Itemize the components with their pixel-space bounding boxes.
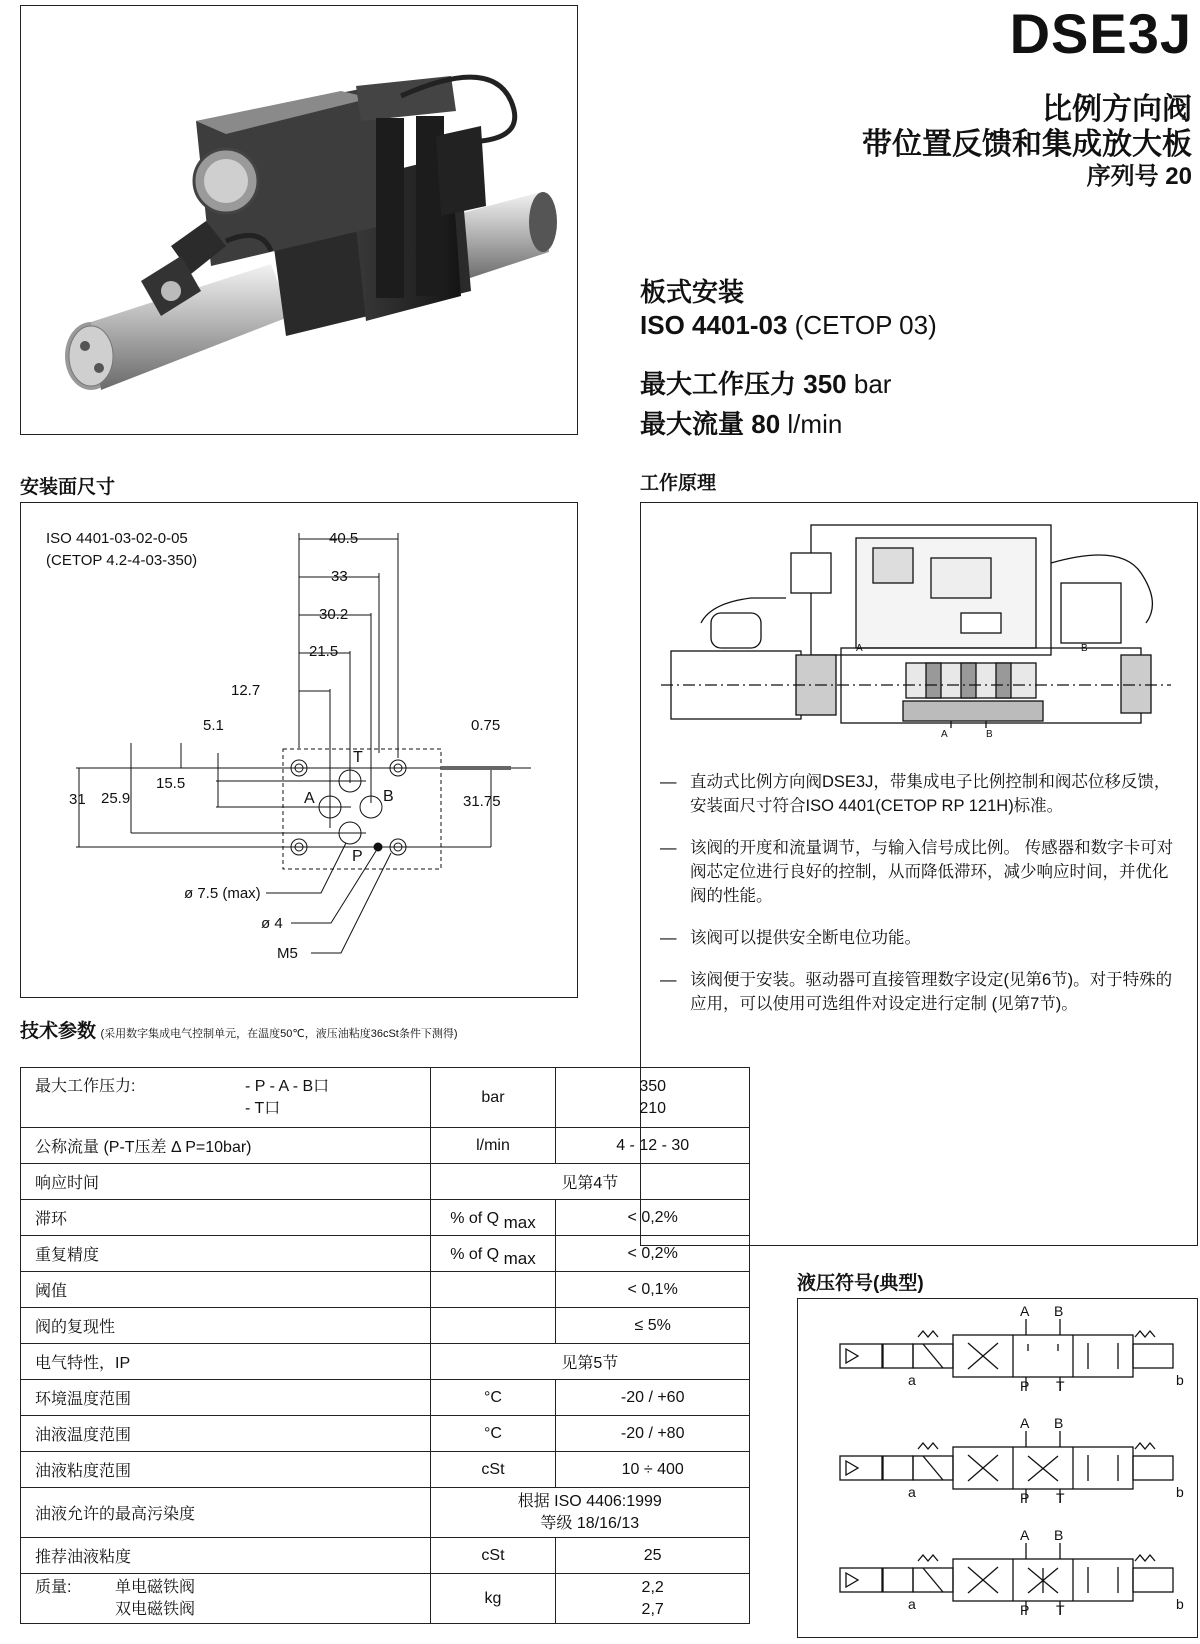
title-line-1: 比例方向阀 [1042, 93, 1192, 126]
table-cell-label: 滞环 [21, 1200, 431, 1236]
table-cell-label: 公称流量 (P-T压差 Δ P=10bar) [21, 1128, 431, 1164]
feature-text: 该阀可以提供安全断电位功能。 [690, 929, 921, 947]
symbol3-sol-a: a [908, 1596, 916, 1612]
feature-item [660, 770, 1180, 818]
max-flow [640, 404, 842, 441]
cetop-code: (CETOP 03) [794, 310, 937, 340]
row-sub-2: 双电磁铁阀 [115, 1600, 196, 1618]
table-cell-unit: °C [430, 1380, 556, 1416]
table-cell-value [430, 1488, 749, 1538]
table-row [21, 1068, 750, 1128]
section-label-a: A [856, 643, 863, 654]
product-photo-frame [20, 5, 578, 435]
mounting-surface-drawing [21, 503, 576, 996]
table-cell-unit: l/min [430, 1128, 556, 1164]
value-line-1: 350 [639, 1077, 667, 1095]
table-cell-label [21, 1068, 431, 1128]
standard-cetop: (CETOP 4.2-4-03-350) [46, 552, 198, 569]
row-label: 质量: [35, 1578, 72, 1596]
symbol3-port-a: A [1020, 1527, 1030, 1543]
table-row [21, 1236, 750, 1272]
table-cell-unit: cSt [430, 1538, 556, 1574]
table-cell-unit: bar [430, 1068, 556, 1128]
dim-40-5: 40.5 [329, 530, 359, 547]
symbol1-sol-b: b [1176, 1372, 1184, 1388]
bullet-dash: — [660, 773, 677, 791]
unit-main: % of Q [450, 1245, 500, 1263]
row-sub-2: - T口 [245, 1099, 281, 1117]
feature-text: 直动式比例方向阀DSE3J，带集成电子比例控制和阀芯位移反馈，安装面尺寸符合ISO 4401(CETOP RP 121H)标准。 [690, 773, 1171, 815]
symbol3-port-b: B [1054, 1527, 1064, 1543]
table-cell-label: 推荐油液粘度 [21, 1538, 431, 1574]
feature-text: 该阀便于安装。驱动器可直接管理数字设定(见第6节)。对于特殊的应用，可以使用可选组件对设定进行定制 (见第7节)。 [690, 971, 1173, 1013]
symbol2-port-b: B [1054, 1415, 1064, 1431]
callout-hole-4: ø 4 [261, 915, 283, 932]
standard-iso: ISO 4401-03-02-0-05 [46, 530, 188, 547]
symbol1-sol-a: a [908, 1372, 916, 1388]
feature-list [660, 770, 1180, 1034]
principle-title: 工作原理 [640, 473, 717, 494]
dim-31-75: 31.75 [463, 793, 501, 810]
table-row [21, 1272, 750, 1308]
mounting-dims-title: 安装面尺寸 [20, 477, 116, 498]
table-row [21, 1164, 750, 1200]
port-t-label: T [353, 749, 363, 766]
table-cell-value [556, 1574, 750, 1624]
row-sub-1: - P - A - B口 [245, 1077, 330, 1095]
table-cell-unit [430, 1236, 556, 1272]
table-row [21, 1574, 750, 1624]
value-line-2: 2,7 [641, 1600, 664, 1618]
series-number: 20 [1165, 163, 1192, 190]
model-title: DSE3J [1009, 2, 1192, 65]
bullet-dash: — [660, 839, 677, 857]
table-cell-label: 环境温度范围 [21, 1380, 431, 1416]
dim-31: 31 [69, 791, 86, 808]
max-flow-unit: l/min [787, 409, 843, 439]
table-row [21, 1538, 750, 1574]
value-line-2: 等级 18/16/13 [540, 1514, 640, 1532]
table-cell-label: 油液允许的最高污染度 [21, 1488, 431, 1538]
feature-item [660, 926, 1180, 950]
table-row [21, 1128, 750, 1164]
tech-note: (采用数字集成电气控制单元，在温度50℃，液压油粘度36cSt条件下测得) [100, 1028, 458, 1040]
table-row [21, 1380, 750, 1416]
table-cell-label: 阀的复现性 [21, 1308, 431, 1344]
callout-hole-max: ø 7.5 (max) [184, 885, 261, 902]
hydraulic-symbols [798, 1299, 1196, 1636]
table-cell-label: 油液温度范围 [21, 1416, 431, 1452]
symbol3-port-t: T [1056, 1602, 1065, 1618]
table-row [21, 1416, 750, 1452]
tech-spec-table [20, 1067, 750, 1624]
table-cell-value [556, 1068, 750, 1128]
symbol1-port-b: B [1054, 1303, 1064, 1319]
max-pressure [640, 364, 891, 401]
table-cell-value: 见第5节 [430, 1344, 749, 1380]
table-row [21, 1344, 750, 1380]
symbol3-port-p: P [1020, 1602, 1030, 1618]
tech-heading [20, 1021, 560, 1042]
unit-sub: max [503, 1212, 536, 1232]
value-line-2: 210 [639, 1099, 667, 1117]
dim-33: 33 [331, 568, 348, 585]
symbol2-sol-b: b [1176, 1484, 1184, 1500]
table-cell-value: 见第4节 [430, 1164, 749, 1200]
symbol2-port-a: A [1020, 1415, 1030, 1431]
symbol1-port-a: A [1020, 1303, 1030, 1319]
dim-5-1: 5.1 [203, 717, 224, 734]
max-pressure-unit: bar [853, 369, 892, 399]
table-cell-value: < 0,2% [556, 1236, 750, 1272]
valve-section-drawing [641, 503, 1196, 763]
dim-25-9: 25.9 [101, 790, 131, 807]
port-a-label: A [304, 790, 315, 807]
section-label-b: B [1081, 643, 1088, 654]
unit-sub: max [503, 1248, 536, 1268]
series-title [1087, 156, 1192, 191]
table-cell-label: 油液粘度范围 [21, 1452, 431, 1488]
table-cell-value: 25 [556, 1538, 750, 1574]
symbol1-port-t: T [1056, 1378, 1065, 1394]
port-b-label: B [383, 788, 394, 805]
iso-standard [640, 310, 937, 341]
bullet-dash: — [660, 929, 677, 947]
table-cell-value: -20 / +60 [556, 1380, 750, 1416]
value-line-1: 根据 ISO 4406:1999 [517, 1492, 662, 1510]
table-cell-value: ≤ 5% [556, 1308, 750, 1344]
valve-photo [21, 6, 576, 433]
feature-item [660, 836, 1180, 908]
dim-21-5: 21.5 [309, 643, 339, 660]
table-cell-value: -20 / +80 [556, 1416, 750, 1452]
table-cell-unit [430, 1272, 556, 1308]
table-cell-label: 响应时间 [21, 1164, 431, 1200]
table-cell-unit [430, 1200, 556, 1236]
table-row [21, 1308, 750, 1344]
table-row [21, 1488, 750, 1538]
symbol2-port-p: P [1020, 1490, 1030, 1506]
symbols-frame [797, 1298, 1198, 1638]
dim-15-5: 15.5 [156, 775, 186, 792]
table-cell-value: 4 - 12 - 30 [556, 1128, 750, 1164]
table-cell-value: < 0,2% [556, 1200, 750, 1236]
iso-code: ISO 4401-03 [640, 310, 788, 340]
table-cell-unit [430, 1308, 556, 1344]
table-cell-value: 10 ÷ 400 [556, 1452, 750, 1488]
max-pressure-value: 350 [803, 369, 847, 399]
dim-12-7: 12.7 [231, 682, 261, 699]
title-line-2: 带位置反馈和集成放大板 [862, 128, 1192, 161]
symbol1-port-p: P [1020, 1378, 1030, 1394]
series-label: 序列号 [1086, 163, 1159, 190]
feature-text: 该阀的开度和流量调节，与输入信号成比例。 传感器和数字卡可对阀芯定位进行良好的控制，从而降低滞环，减少响应时间，并优化阀的性能。 [690, 839, 1174, 905]
mounting-type: 板式安装 [640, 277, 745, 307]
feature-item [660, 968, 1180, 1016]
port-p-label: P [352, 848, 363, 865]
symbols-title: 液压符号(典型) [797, 1273, 924, 1294]
port-label-b: B [986, 729, 993, 740]
max-flow-label: 最大流量 [640, 409, 745, 439]
port-label-a: A [941, 729, 948, 740]
table-cell-label: 电气特性，IP [21, 1344, 431, 1380]
table-row [21, 1452, 750, 1488]
table-cell-unit: °C [430, 1416, 556, 1452]
table-cell-label: 重复精度 [21, 1236, 431, 1272]
dim-30-2: 30.2 [319, 606, 349, 623]
tech-title: 技术参数 [20, 1021, 97, 1042]
row-sub-1: 单电磁铁阀 [115, 1578, 196, 1596]
table-cell-unit: cSt [430, 1452, 556, 1488]
max-flow-value: 80 [751, 409, 781, 439]
table-cell-label: 阈值 [21, 1272, 431, 1308]
symbol2-port-t: T [1056, 1490, 1065, 1506]
value-line-1: 2,2 [641, 1578, 664, 1596]
dim-0-75: 0.75 [471, 717, 501, 734]
symbol3-sol-b: b [1176, 1596, 1184, 1612]
mounting-drawing-frame [20, 502, 578, 998]
table-cell-unit: kg [430, 1574, 556, 1624]
bullet-dash: — [660, 971, 677, 989]
table-cell-label [21, 1574, 431, 1624]
row-label: 最大工作压力: [35, 1077, 136, 1095]
symbol2-sol-a: a [908, 1484, 916, 1500]
callout-thread: M5 [277, 945, 298, 962]
table-row [21, 1200, 750, 1236]
max-pressure-label: 最大工作压力 [640, 369, 797, 399]
table-cell-value: < 0,1% [556, 1272, 750, 1308]
unit-main: % of Q [450, 1209, 500, 1227]
